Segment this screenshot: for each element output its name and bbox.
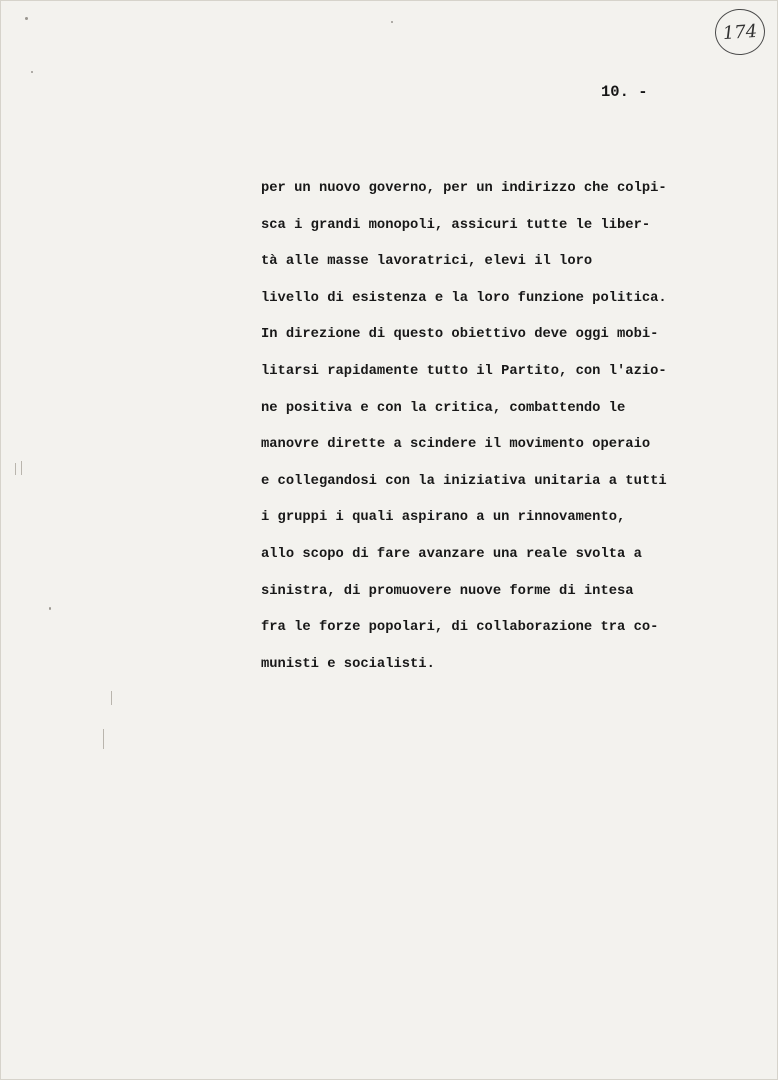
text-line: munisti e socialisti. xyxy=(261,656,435,672)
text-line: per un nuovo governo, per un indirizzo che colpi- xyxy=(261,181,667,196)
text-line: sinistra, di promuovere nuove forme di intesa xyxy=(261,583,634,599)
text-line: sca i grandi monopoli, assicuri tutte le liber- xyxy=(261,217,651,233)
text-line: allo scopo di fare avanzare una reale svolta a xyxy=(261,546,642,562)
text-line: fra le forze popolari, di collaborazione tra co- xyxy=(261,620,659,636)
scan-margin-mark xyxy=(103,729,104,749)
scan-speck xyxy=(49,607,51,610)
text-line: In direzione di questo obiettivo deve oggi mobi- xyxy=(261,327,659,343)
text-line: e collegandosi con la iniziativa unitaria a tutti xyxy=(261,473,667,489)
scan-margin-mark xyxy=(15,463,16,475)
scan-speck xyxy=(31,71,33,73)
scan-speck xyxy=(391,21,393,23)
scan-margin-mark xyxy=(111,691,112,705)
typed-paragraph xyxy=(261,179,667,691)
text-line: tà alle masse lavoratrici, elevi il loro xyxy=(261,254,593,270)
text-line: litarsi rapidamente tutto il Partito, con l'azio- xyxy=(261,363,667,379)
scan-speck xyxy=(25,17,28,20)
text-line: livello di esistenza e la loro funzione politica. xyxy=(261,290,667,306)
archive-page-stamp: 174 xyxy=(713,7,766,56)
text-line: manovre dirette a scindere il movimento operaio xyxy=(261,437,651,453)
text-line: i gruppi i quali aspirano a un rinnovamento, xyxy=(261,510,626,526)
scan-margin-mark xyxy=(21,461,22,475)
text-line: ne positiva e con la critica, combattendo le xyxy=(261,400,626,416)
page-number: 10. - xyxy=(601,83,648,101)
